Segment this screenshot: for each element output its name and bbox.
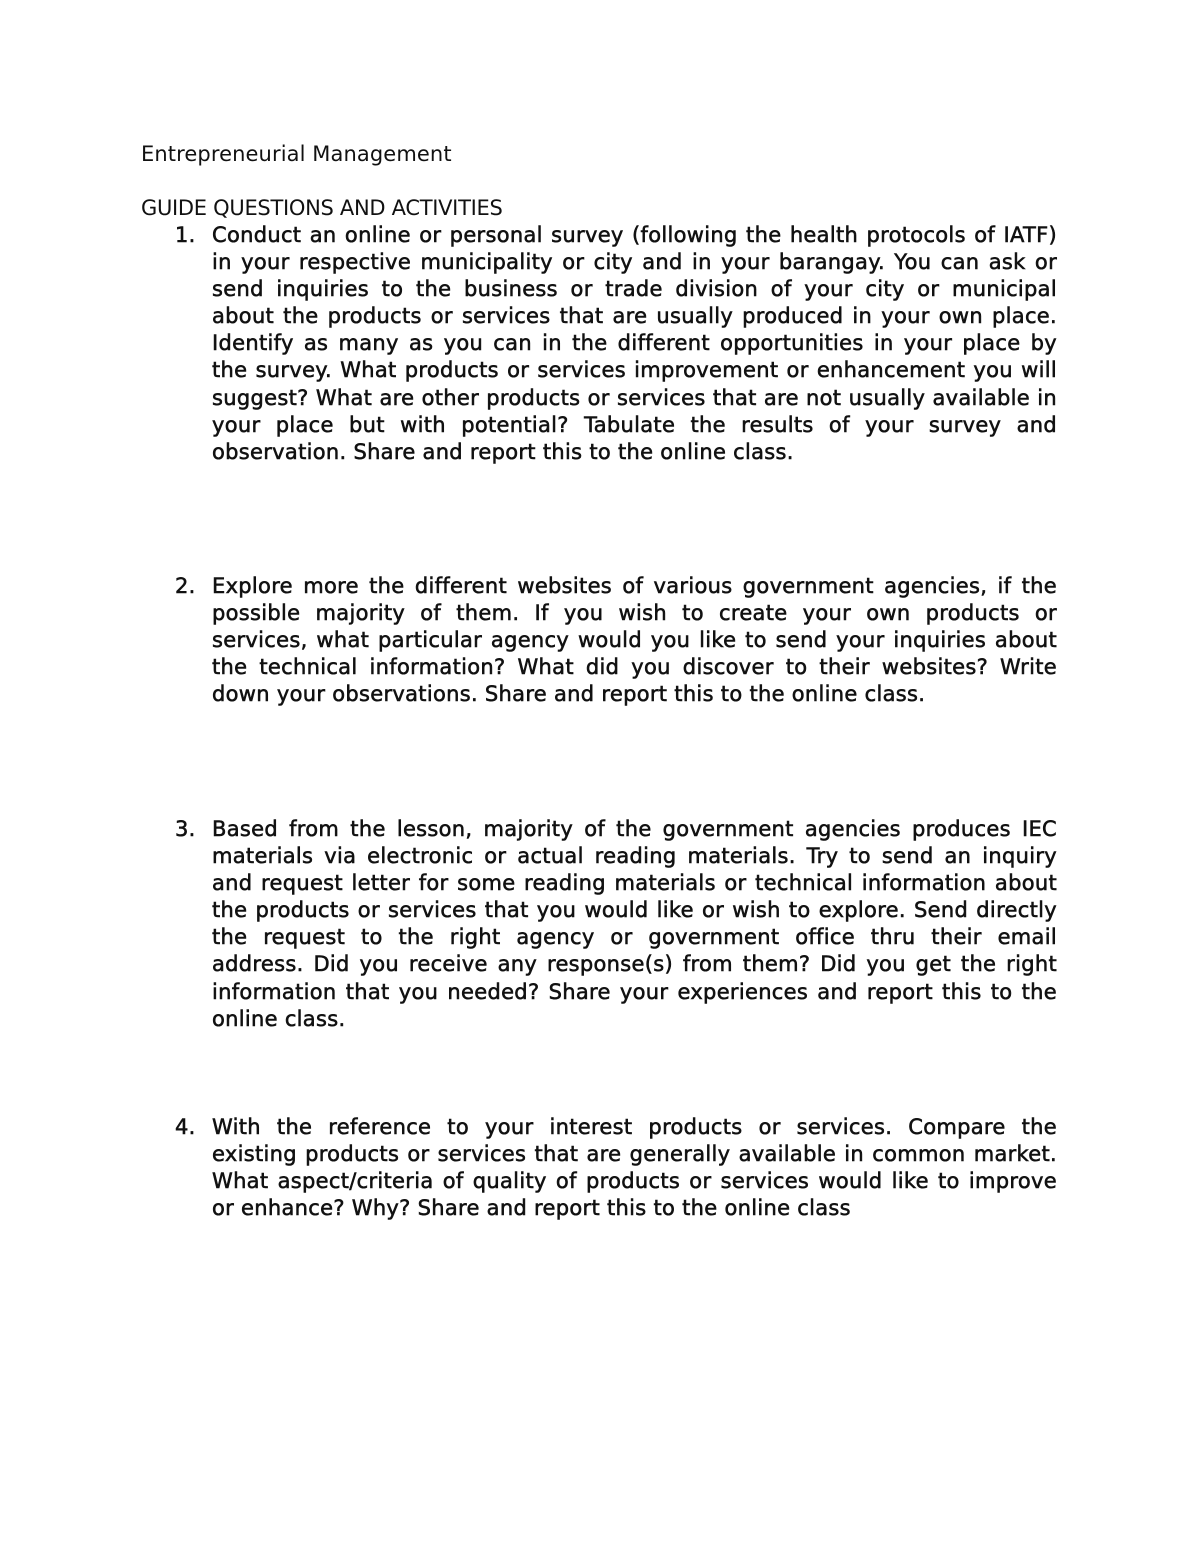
question-text: Conduct an online or personal survey (following the health protocols of IATF) in your respective municipality or city and in your barangay. You can ask or send inquiries to the business or trade division of your city or municipal about the products or services that are usually produced in your own place. Identify as many as you can in the different opportunities in your place by the survey. What products or services improvement or enhancement you will suggest? What are other products or services that are not usually available in your place but with potential? Tabulate the results of your survey and observation. Share and report this to the online class. bbox=[212, 223, 1057, 464]
question-text: Explore more the different websites of various government agencies, if the possible majority of them. If you wish to create your own products or services, what particular agency would you like to send your inquiries about the technical information? What did you discover to their websites? Write down your observations. Share and report this to the online class. bbox=[212, 574, 1057, 707]
question-number: 3. bbox=[175, 817, 196, 841]
question-text: Based from the lesson, majority of the government agencies produces IEC materials via electronic or actual reading materials. Try to send an inquiry and request letter for some reading materials or technical information about the products or services that you would like or wish to explore. Send directly the request to the right agency or government office thru their email address. Did you receive any response(s) from them? Did you get the right information that you needed? Share your experiences and report this to the online class. bbox=[212, 817, 1057, 1031]
question-number: 1. bbox=[175, 223, 196, 247]
question-item bbox=[175, 1114, 1057, 1222]
question-number: 4. bbox=[175, 1115, 196, 1139]
question-item bbox=[175, 222, 1057, 466]
section-heading: GUIDE QUESTIONS AND ACTIVITIES bbox=[141, 196, 503, 220]
question-text: With the reference to your interest products or services. Compare the existing products or services that are generally available in common market. What aspect/criteria of quality of products or services would like to improve or enhance? Why? Share and report this to the online class bbox=[212, 1115, 1057, 1221]
question-item bbox=[175, 573, 1057, 708]
question-number: 2. bbox=[175, 574, 196, 598]
question-item bbox=[175, 816, 1057, 1033]
document-title: Entrepreneurial Management bbox=[141, 142, 452, 166]
